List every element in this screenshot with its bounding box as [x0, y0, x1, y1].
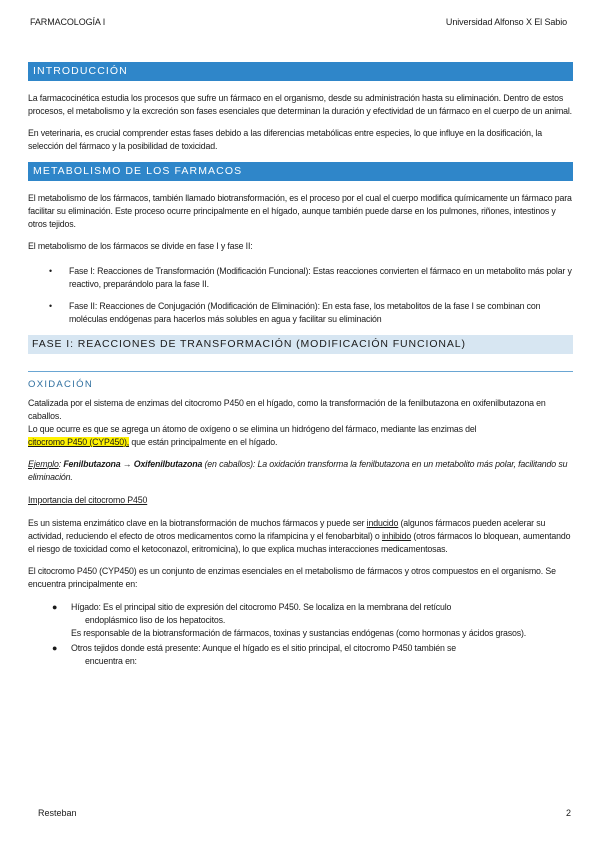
text: :	[58, 459, 64, 469]
underlined-term: inducido	[366, 518, 399, 528]
example-label: Ejemplo	[28, 459, 59, 469]
paragraph: El metabolismo de los fármacos, también llamado biotransformación, es el proceso por el cual el cuerpo modifica químicamente un fármaco para facilitar su eliminación. Este proceso ocurre principalmente en el hígado, aunque también puede darse en los pulmones, riñones, intestinos y otros tejidos.	[28, 193, 572, 229]
bullet-marker: •	[49, 266, 52, 276]
text: (otros fármacos lo bloquean, aumentando el riesgo de toxicidad como el ketoconazol, eritromicina), lo que explica muchas interacciones medicamentosas.	[28, 531, 571, 554]
list-item-text: encuentra en:	[85, 656, 137, 666]
highlighted-text: citocromo P450 (CYP450),	[28, 437, 130, 447]
paragraph: La farmacocinética estudia los procesos que sufre un fármaco en el organismo, desde su administración hasta su eliminación. Dentro de estos procesos, el metabolismo y la excreción son fases esenciales que determinan la duración y efectividad de un fármaco en el cuerpo de un animal.	[28, 93, 572, 116]
divider	[28, 371, 573, 372]
list-item-text: Es responsable de la biotransformación de fármacos, toxinas y sustancias endógenas (como hormonas y ácidos grasos).	[71, 628, 527, 638]
paragraph-oxidacion	[28, 397, 573, 449]
example-paragraph	[28, 458, 573, 484]
section-heading-fase-i: FASE I: REACCIONES DE TRANSFORMACIÓN (MODIFICACIÓN FUNCIONAL)	[28, 335, 573, 354]
importance-title: Importancia del citocromo P450	[28, 495, 148, 505]
list-item	[28, 601, 573, 640]
paragraph: El citocromo P450 (CYP450) es un conjunto de enzimas esenciales en el metabolismo de fármacos y otros compuestos en el organismo. Se encuentra principalmente en:	[28, 566, 556, 589]
page-content	[28, 62, 573, 670]
footer-author: Resteban	[38, 808, 77, 818]
text: Es un sistema enzimático clave en la biotransformación de muchos fármacos y puede ser	[28, 518, 367, 528]
subheading-oxidacion: OXIDACIÓN	[28, 379, 94, 390]
text: (algunos fármacos pueden acelerar su actividad, reduciendo el efecto de otros medicamentos como la rifampicina y el fenobarbital) o	[28, 518, 546, 541]
paragraph-importancia	[28, 517, 573, 556]
text: que están principalmente en el hígado.	[129, 437, 278, 447]
bullet-marker: ●	[52, 602, 58, 612]
list-item	[28, 642, 573, 668]
text: Catalizada por el sistema de enzimas del citocromo P450 en el hígado, como la transformación de la fenilbutazona en oxifenilbutazona en caballos.	[28, 398, 546, 421]
bullet-marker: ●	[52, 643, 58, 653]
paragraph: En veterinaria, es crucial comprender estas fases debido a las diferencias metabólicas entre especies, lo que influye en la dosificación, la selección del fármaco y la posibilidad de toxicidad.	[28, 128, 542, 151]
header-university: Universidad Alfonso X El Sabio	[445, 17, 567, 27]
list-item	[28, 265, 573, 291]
list-item-text: Hígado: Es el principal sitio de expresión del citocromo P450. Se localiza en la membrana del retículo	[71, 602, 452, 612]
section-heading-introduccion: INTRODUCCIÓN	[28, 62, 573, 81]
paragraph: El metabolismo de los fármacos se divide en fase I y fase II:	[28, 241, 253, 251]
text: Lo que ocurre es que se agrega un átomo de oxígeno o se elimina un hidrógeno del fármaco, mediante las enzimas del	[28, 424, 477, 434]
list-item	[28, 300, 573, 326]
example-reaction: Fenilbutazona → Oxifenilbutazona	[63, 459, 203, 469]
bullet-marker: •	[49, 301, 52, 311]
location-list	[28, 601, 573, 668]
list-item-text: Otros tejidos donde está presente: Aunque el hígado es el sitio principal, el citocromo P450 también se	[71, 643, 457, 653]
list-item-text: Fase I: Reacciones de Transformación (Modificación Funcional): Estas reacciones convierten el fármaco en un metabolito más polar y reactivo, preparándolo para la fase II.	[69, 266, 572, 289]
list-item-text: Fase II: Reacciones de Conjugación (Modificación de Eliminación): En esta fase, los metabolitos de la fase I se combinan con moléculas endógenas para hacerlos más solubles en agua y facilitar su eliminación	[69, 301, 541, 324]
list-item-text: endoplásmico liso de los hepatocitos.	[85, 615, 226, 625]
text: (en caballos): La oxidación transforma la fenilbutazona en un metabolito más polar, facilitando su eliminación.	[28, 459, 568, 482]
page-number: 2	[565, 808, 571, 818]
phase-list	[28, 265, 573, 326]
underlined-term: inhibido	[381, 531, 412, 541]
section-heading-metabolismo: METABOLISMO DE LOS FARMACOS	[28, 162, 573, 181]
header-course: FARMACOLOGÍA I	[30, 17, 106, 27]
